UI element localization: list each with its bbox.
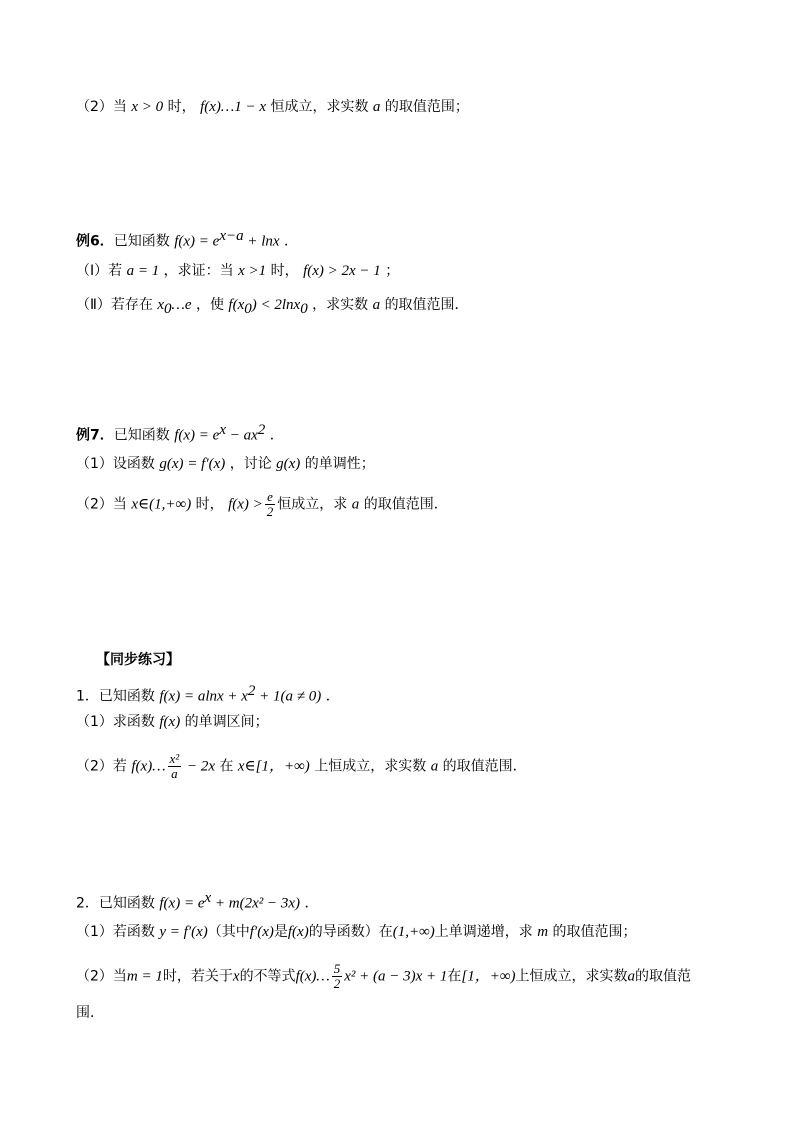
ex7-part1	[76, 454, 375, 474]
ex5-part2	[76, 97, 469, 117]
question-number: 1．	[76, 688, 99, 705]
math-exp: 2	[247, 683, 256, 699]
ex6-part1	[76, 261, 399, 281]
text: 的取值范围；	[384, 99, 469, 115]
math: x∈(1,+∞)	[131, 496, 192, 513]
math: − 2x	[183, 758, 215, 775]
math-var: x	[232, 968, 240, 985]
text: 已知函数	[98, 895, 155, 912]
math-var: a	[351, 496, 360, 513]
math: f(x) = alnx + x	[159, 688, 248, 705]
text: （Ⅰ）若	[76, 263, 123, 279]
math: m = 1	[126, 968, 163, 985]
math: f(x) = e	[174, 233, 220, 250]
text: （Ⅱ）若存在	[76, 297, 153, 313]
text: 的取值范围．	[384, 297, 469, 313]
math-sub: 0	[164, 300, 172, 317]
math: + lnx	[243, 233, 280, 250]
text: （2）若	[76, 758, 127, 775]
math-sub: 0	[244, 300, 252, 317]
math: + m(2x² − 3x)	[211, 895, 301, 912]
ex6-stem	[76, 226, 298, 252]
text: ，讨论	[229, 456, 272, 472]
text: ．	[269, 427, 284, 444]
text: 是	[273, 924, 288, 940]
fraction-numerator: e	[265, 490, 276, 505]
ex6-part2	[76, 295, 469, 319]
math-var: a	[430, 758, 439, 775]
text: 的取值范	[635, 968, 692, 985]
example-label: 例6．	[76, 233, 114, 250]
math: x² + (a − 3)x + 1	[344, 968, 448, 985]
q1-stem	[76, 681, 340, 707]
text: 上恒成立，求实数	[515, 968, 628, 985]
math: a = 1	[126, 263, 160, 279]
text: 上单调递增，求	[434, 924, 533, 940]
math-var: a	[627, 968, 636, 985]
q1-part1	[76, 712, 269, 732]
math: g(x)	[276, 456, 301, 472]
text: 上恒成立，求实数	[314, 758, 427, 775]
ex7-stem	[76, 420, 284, 446]
text: 的取值范围．	[442, 758, 527, 775]
text: 时，	[270, 263, 299, 279]
example-label: 例7．	[76, 427, 114, 444]
math: x	[157, 297, 165, 313]
math-var: m	[537, 924, 549, 940]
text: 恒成立，求实数	[270, 99, 369, 115]
question-number: 2．	[76, 895, 99, 912]
fraction-denominator: 2	[266, 504, 274, 519]
math: f(x) > 2x − 1	[303, 263, 381, 279]
math: f(x)…	[131, 758, 166, 775]
text: （2）当	[76, 99, 127, 115]
text: 的单调区间；	[184, 714, 269, 730]
text: 围．	[76, 1005, 104, 1021]
math: f(x) = e	[174, 427, 220, 444]
text: ．	[304, 895, 319, 912]
math: x >1	[238, 263, 267, 279]
text: 在	[447, 968, 462, 985]
text: ，求实数	[312, 297, 369, 313]
text: 已知函数	[98, 688, 155, 705]
fraction	[332, 962, 343, 991]
text: 已知函数	[113, 233, 170, 250]
q2-part1	[76, 922, 637, 942]
text: 时，	[195, 496, 224, 513]
math: ) < 2lnx	[251, 297, 301, 313]
math: f(x	[228, 297, 245, 313]
fraction-numerator: 5	[333, 961, 341, 976]
math-var: a	[372, 99, 381, 115]
text: 的单调性；	[304, 456, 375, 472]
text: 的不等式	[239, 968, 296, 985]
fraction-denominator: 2	[333, 976, 341, 991]
q2-stem	[76, 888, 319, 914]
math: − ax	[225, 427, 258, 444]
math: f(x) >	[228, 496, 263, 513]
text: 已知函数	[113, 427, 170, 444]
text: （1）求函数	[76, 714, 155, 730]
text: 时，	[167, 99, 196, 115]
math-var: a	[372, 297, 381, 313]
text: ，使	[195, 297, 224, 313]
math: g(x) = f′(x)	[159, 456, 226, 472]
ex7-part2	[76, 490, 448, 519]
text: 的导函数）在	[308, 924, 393, 940]
math-exp: x	[204, 890, 212, 906]
text: ．	[284, 233, 298, 250]
math-sub: 0	[300, 300, 308, 317]
text: 的取值范围；	[552, 924, 637, 940]
math: f(x)	[159, 714, 181, 730]
fraction-denominator: a	[171, 766, 178, 781]
text: 时，若关于	[162, 968, 233, 985]
q2-part2-wrap	[76, 1003, 104, 1023]
text: ；	[385, 263, 400, 279]
math: y = f′(x)	[159, 924, 208, 940]
math: f(x) = e	[159, 895, 205, 912]
fraction	[265, 490, 276, 519]
math: f(x)	[287, 924, 309, 940]
math: [1，+∞)	[461, 968, 516, 985]
math: + 1(a ≠ 0)	[255, 688, 322, 705]
math-exp: x−a	[219, 228, 244, 244]
math: x > 0	[131, 99, 164, 115]
text: 的取值范围．	[363, 496, 448, 513]
text: （1）若函数	[76, 924, 155, 940]
text: （2）当	[76, 496, 127, 513]
math: f(x)…1 − x	[200, 99, 266, 115]
math: f(x)…	[295, 968, 330, 985]
math: (1,+∞)	[392, 924, 435, 940]
math-exp: x	[219, 422, 226, 438]
text: （2）当	[76, 968, 127, 985]
math: …e	[171, 297, 192, 313]
practice-header: 【同步练习】	[96, 652, 180, 668]
math: x∈[1，+∞)	[237, 758, 310, 775]
fraction-numerator: x²	[169, 751, 180, 766]
text: 在	[219, 758, 234, 775]
fraction	[168, 752, 182, 781]
q1-part2	[76, 752, 527, 781]
text: ．	[325, 688, 340, 705]
q2-part2	[76, 962, 691, 991]
text: 恒成立，求	[277, 496, 348, 513]
text: （其中	[207, 924, 250, 940]
text: ，求证：当	[163, 263, 234, 279]
math-exp: 2	[257, 422, 266, 438]
math: f′(x)	[249, 924, 274, 940]
text: （1）设函数	[76, 456, 155, 472]
